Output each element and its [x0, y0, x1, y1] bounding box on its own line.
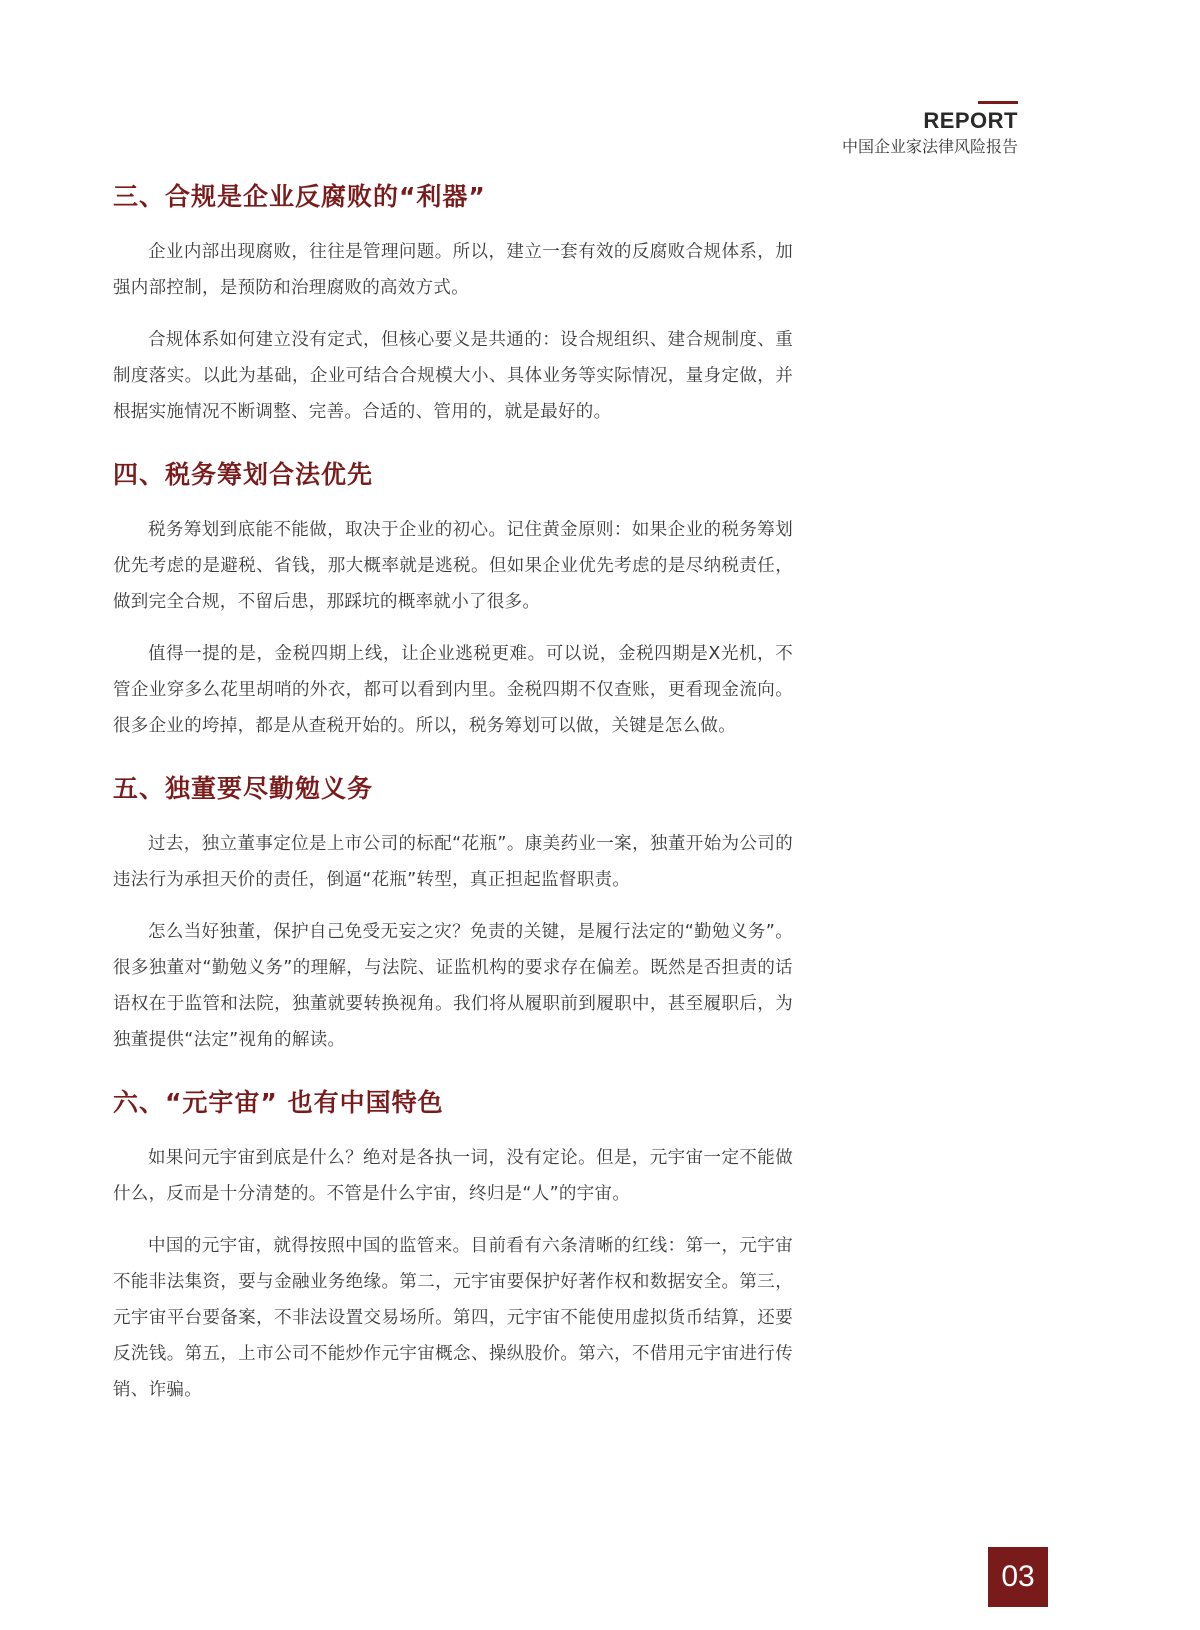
section-title: 四、税务筹划合法优先: [113, 460, 374, 489]
section-tax: [113, 458, 793, 744]
header-accent-rule: [978, 101, 1018, 104]
section-compliance: [113, 180, 793, 430]
section-title: 三、合规是企业反腐败的“利器”: [113, 182, 486, 211]
section-metaverse: [113, 1086, 793, 1408]
paragraph: 过去，独立董事定位是上市公司的标配“花瓶”。康美药业一案，独董开始为公司的违法行为承担天价的责任，倒逼“花瓶”转型，真正担起监督职责。: [113, 834, 793, 890]
paragraph: 如果问元宇宙到底是什么？绝对是各执一词，没有定论。但是，元宇宙一定不能做什么，反而是十分清楚的。不管是什么宇宙，终归是“人”的宇宙。: [113, 1148, 793, 1204]
paragraph: 中国的元宇宙，就得按照中国的监管来。目前看有六条清晰的红线：第一，元宇宙不能非法集资，要与金融业务绝缘。第二，元宇宙要保护好著作权和数据安全。第三，元宇宙平台要备案，不非法设置交易场所。第四，元宇宙不能使用虚拟货币结算，还要反洗钱。第五，上市公司不能炒作元宇宙概念、操纵股价。第六，不借用元宇宙进行传销、诈骗。: [113, 1236, 793, 1400]
paragraph: 合规体系如何建立没有定式，但核心要义是共通的：设合规组织、建合规制度、重制度落实。以此为基础，企业可结合合规模大小、具体业务等实际情况，量身定做，并根据实施情况不断调整、完善。合适的、管用的，就是最好的。: [113, 330, 793, 422]
paragraph: 企业内部出现腐败，往往是管理问题。所以，建立一套有效的反腐败合规体系，加强内部控制，是预防和治理腐败的高效方式。: [113, 242, 793, 298]
paragraph: 税务筹划到底能不能做，取决于企业的初心。记住黄金原则：如果企业的税务筹划优先考虑的是避税、省钱，那大概率就是逃税。但如果企业优先考虑的是尽纳税责任，做到完全合规，不留后患，那踩坑的概率就小了很多。: [113, 520, 793, 612]
paragraph: 怎么当好独董，保护自己免受无妄之灾？免责的关键，是履行法定的“勤勉义务”。很多独董对“勤勉义务”的理解，与法院、证监机构的要求存在偏差。既然是否担责的话语权在于监管和法院，独董就要转换视角。我们将从履职前到履职中，甚至履职后，为独董提供“法定”视角的解读。: [113, 922, 793, 1050]
report-header: [842, 101, 1018, 158]
paragraph: 值得一提的是，金税四期上线，让企业逃税更难。可以说，金税四期是X光机，不管企业穿多么花里胡哨的外衣，都可以看到内里。金税四期不仅查账，更看现金流向。很多企业的垮掉，都是从查税开始的。所以，税务筹划可以做，关键是怎么做。: [113, 644, 793, 736]
section-independent-director: [113, 772, 793, 1058]
section-title: 五、独董要尽勤勉义务: [113, 774, 374, 803]
main-content: [113, 180, 793, 1436]
page-number: 03: [988, 1547, 1048, 1607]
section-title: 六、“元宇宙” 也有中国特色: [113, 1088, 444, 1117]
report-title: REPORT: [923, 108, 1018, 133]
report-subtitle: 中国企业家法律风险报告: [841, 137, 1018, 156]
